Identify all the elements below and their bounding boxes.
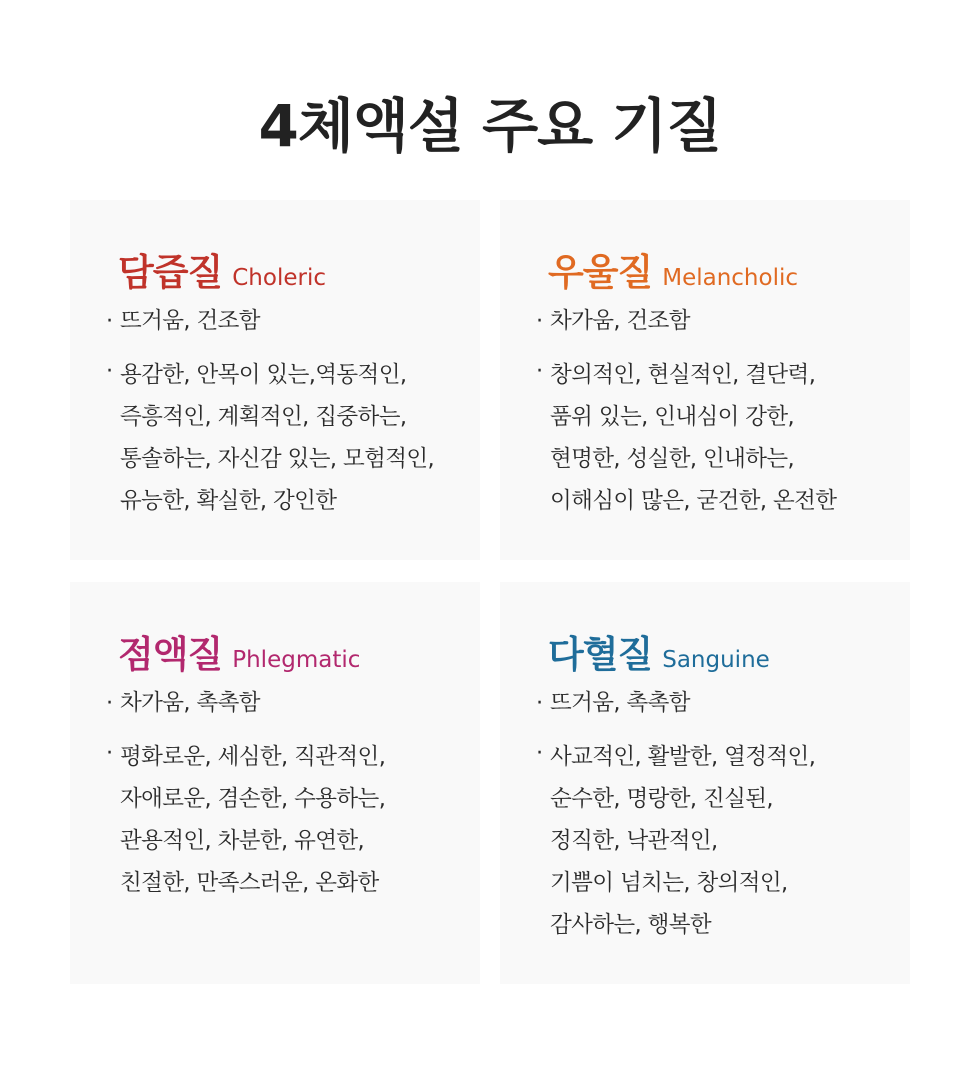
card-header bbox=[548, 624, 770, 678]
trait-line: 정직한, 낙관적인, bbox=[550, 828, 718, 854]
property-text: 차가움, 건조함 bbox=[550, 308, 690, 334]
temperament-name-en: Phlegmatic bbox=[232, 647, 361, 673]
card-melancholic bbox=[500, 200, 910, 560]
temperament-name-en: Melancholic bbox=[662, 265, 799, 291]
card-sanguine bbox=[500, 582, 910, 984]
trait-line: 순수한, 명랑한, 진실된, bbox=[550, 786, 773, 812]
traits-item bbox=[106, 354, 474, 522]
trait-line: 평화로운, 세심한, 직관적인, bbox=[120, 744, 386, 770]
bullet-icon: · bbox=[106, 740, 113, 766]
bullet-icon: · bbox=[106, 308, 113, 334]
temperament-name-kr: 담즙질 bbox=[118, 251, 223, 294]
temperament-name-kr: 우울질 bbox=[548, 251, 653, 294]
trait-line: 창의적인, 현실적인, 결단력, bbox=[550, 362, 816, 388]
property-list bbox=[106, 686, 474, 904]
trait-line: 친절한, 만족스러운, 온화한 bbox=[120, 870, 379, 896]
temperament-name-kr: 다혈질 bbox=[548, 633, 653, 676]
card-header bbox=[118, 242, 326, 296]
bullet-icon: · bbox=[536, 308, 543, 334]
trait-line: 즉흥적인, 계획적인, 집중하는, bbox=[120, 404, 407, 430]
traits-item bbox=[106, 736, 474, 904]
trait-line: 이해심이 많은, 굳건한, 온전한 bbox=[550, 488, 837, 514]
property-list bbox=[536, 686, 904, 946]
trait-line: 통솔하는, 자신감 있는, 모험적인, bbox=[120, 446, 435, 472]
trait-line: 기쁨이 넘치는, 창의적인, bbox=[550, 870, 788, 896]
property-item bbox=[106, 304, 474, 338]
card-phlegmatic bbox=[70, 582, 480, 984]
property-item bbox=[106, 686, 474, 720]
bullet-icon: · bbox=[106, 358, 113, 384]
trait-line: 용감한, 안목이 있는,역동적인, bbox=[120, 362, 407, 388]
property-text: 뜨거움, 건조함 bbox=[120, 308, 260, 334]
traits-item bbox=[536, 354, 904, 522]
property-item bbox=[536, 304, 904, 338]
property-list bbox=[106, 304, 474, 522]
property-text: 뜨거움, 촉촉함 bbox=[550, 690, 690, 716]
property-item bbox=[536, 686, 904, 720]
property-text: 차가움, 촉촉함 bbox=[120, 690, 260, 716]
trait-line: 품위 있는, 인내심이 강한, bbox=[550, 404, 795, 430]
trait-line: 현명한, 성실한, 인내하는, bbox=[550, 446, 795, 472]
temperament-name-en: Choleric bbox=[232, 265, 326, 291]
trait-line: 유능한, 확실한, 강인한 bbox=[120, 488, 337, 514]
temperament-name-en: Sanguine bbox=[662, 647, 770, 673]
bullet-icon: · bbox=[536, 358, 543, 384]
bullet-icon: · bbox=[536, 740, 543, 766]
page-title: 4체액설 주요 기질 bbox=[258, 92, 722, 160]
trait-line: 사교적인, 활발한, 열정적인, bbox=[550, 744, 816, 770]
card-header bbox=[548, 242, 798, 296]
property-list bbox=[536, 304, 904, 522]
bullet-icon: · bbox=[106, 690, 113, 716]
card-choleric bbox=[70, 200, 480, 560]
card-header bbox=[118, 624, 360, 678]
temperament-name-kr: 점액질 bbox=[118, 633, 223, 676]
trait-line: 자애로운, 겸손한, 수용하는, bbox=[120, 786, 386, 812]
traits-item bbox=[536, 736, 904, 946]
bullet-icon: · bbox=[536, 690, 543, 716]
trait-line: 관용적인, 차분한, 유연한, bbox=[120, 828, 365, 854]
trait-line: 감사하는, 행복한 bbox=[550, 912, 712, 938]
